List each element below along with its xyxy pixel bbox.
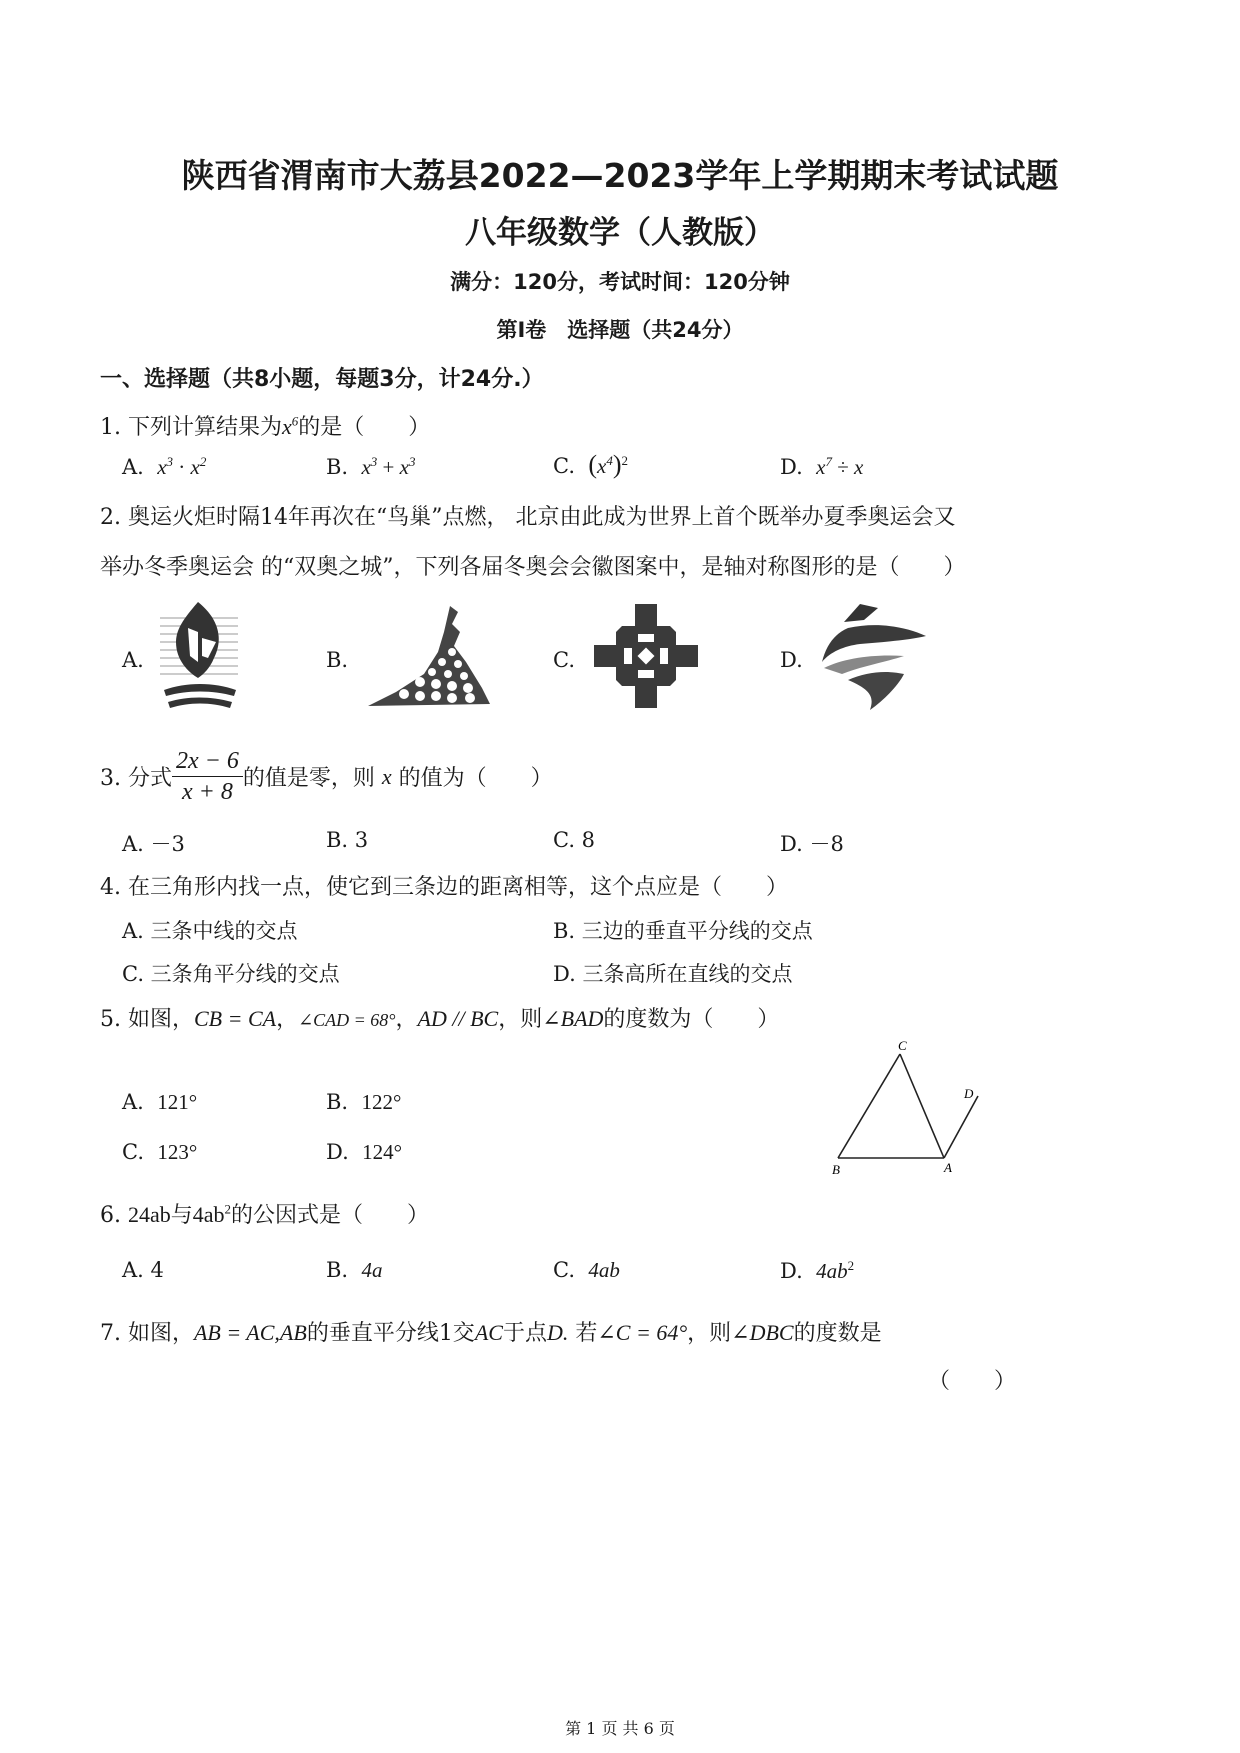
- label-b: B: [832, 1162, 840, 1177]
- fraction: [172, 746, 243, 807]
- x6-expression: $x^6$: [281, 413, 299, 439]
- q2-option-a-label: A.: [122, 648, 144, 672]
- emblem-d-ribbon-icon: [814, 602, 930, 714]
- q5-option-d: D. 124°: [326, 1140, 403, 1164]
- q5-option-b: B. 122°: [326, 1090, 402, 1114]
- q6-option-c: C. 4ab: [553, 1258, 620, 1282]
- q5-triangle-figure: [824, 1034, 994, 1180]
- q3-option-b: B. 3: [326, 828, 369, 852]
- q4-option-d: D. 三条高所在直线的交点: [553, 962, 793, 986]
- question-5-stem: 5. 如图，CB = CA，∠CAD = 68°，AD // BC，则∠BAD的度数为（ ）: [100, 1006, 780, 1032]
- q3-option-d: D. －8: [780, 832, 844, 856]
- q6-option-d: D. $4ab^2$: [780, 1258, 855, 1283]
- question-1-stem: 1. 下列计算结果为$x^6$的是（ ）: [100, 413, 431, 440]
- q2-option-d-label: D.: [780, 648, 803, 672]
- label-d: D: [964, 1086, 974, 1101]
- question-7-stem: 7. 如图，AB = AC,AB的垂直平分线1交AC于点D. 若∠C = 64°，则∠DBC的度数是: [100, 1320, 882, 1346]
- label-a: A: [944, 1160, 952, 1175]
- label-c: C: [898, 1038, 907, 1053]
- q5-option-c: C. 123°: [122, 1140, 198, 1164]
- fraction-denominator: x + 8: [181, 779, 233, 805]
- q1-option-a: A. $x^3 \cdot x^2$: [122, 454, 207, 479]
- q4-option-c: C. 三条角平分线的交点: [122, 962, 340, 986]
- question-3-stem: 3. 分式 $\frac{2x - 6}{x + 8}$ 的值是零，则 x 的值为（ ）: [100, 748, 553, 805]
- emblem-a-flame-icon: [158, 598, 240, 716]
- q1-option-c: C. $(x^4)^2$: [553, 450, 629, 479]
- q2-option-c-label: C.: [553, 648, 575, 672]
- q6-option-a: A. 4: [122, 1258, 164, 1282]
- question-7-answer-bracket: （ ）: [928, 1369, 1017, 1394]
- emblem-c-snowflake-icon: [594, 604, 698, 708]
- question-6-stem: 6. 24ab与$4ab^2$的公因式是（ ）: [100, 1201, 430, 1228]
- section-heading: 一、选择题（共8小题，每题3分，计24分.）: [100, 367, 544, 392]
- question-4-stem: 4. 在三角形内找一点，使它到三条边的距离相等，这个点应是（ ）: [100, 875, 788, 900]
- exam-info: 满分：120分，考试时间：120分钟: [450, 270, 790, 294]
- q2-option-b-label: B.: [326, 648, 349, 672]
- emblem-b-dotted-icon: [362, 602, 492, 714]
- q3-option-a: A. －3: [122, 832, 185, 856]
- q1-option-b: B. $x^3 + x^3$: [326, 454, 416, 479]
- volume-heading: 第Ⅰ卷 选择题（共24分）: [496, 318, 744, 342]
- q4-option-b: B. 三边的垂直平分线的交点: [553, 919, 813, 943]
- fraction-numerator: 2x − 6: [172, 746, 243, 777]
- exam-title: 陕西省渭南市大荔县2022—2023学年上学期期末考试试题: [181, 156, 1059, 195]
- exam-subtitle: 八年级数学（人教版）: [465, 215, 775, 251]
- q6-option-b: B. 4a: [326, 1258, 383, 1282]
- question-2-line1: 2. 奥运火炬时隔14年再次在“鸟巢”点燃， 北京由此成为世界上首个既举办夏季奥运会又: [100, 505, 956, 530]
- question-2-line2: 举办冬季奥运会 的“双奥之城”，下列各届冬奥会会徽图案中，是轴对称图形的是（ ）: [100, 555, 966, 580]
- q4-option-a: A. 三条中线的交点: [122, 919, 298, 943]
- page-footer: 第 1 页 共 6 页: [565, 1719, 675, 1738]
- q1-option-d: D. $x^7 \div x$: [780, 454, 864, 479]
- q3-option-c: C. 8: [553, 828, 596, 852]
- q5-option-a: A. 121°: [122, 1090, 198, 1114]
